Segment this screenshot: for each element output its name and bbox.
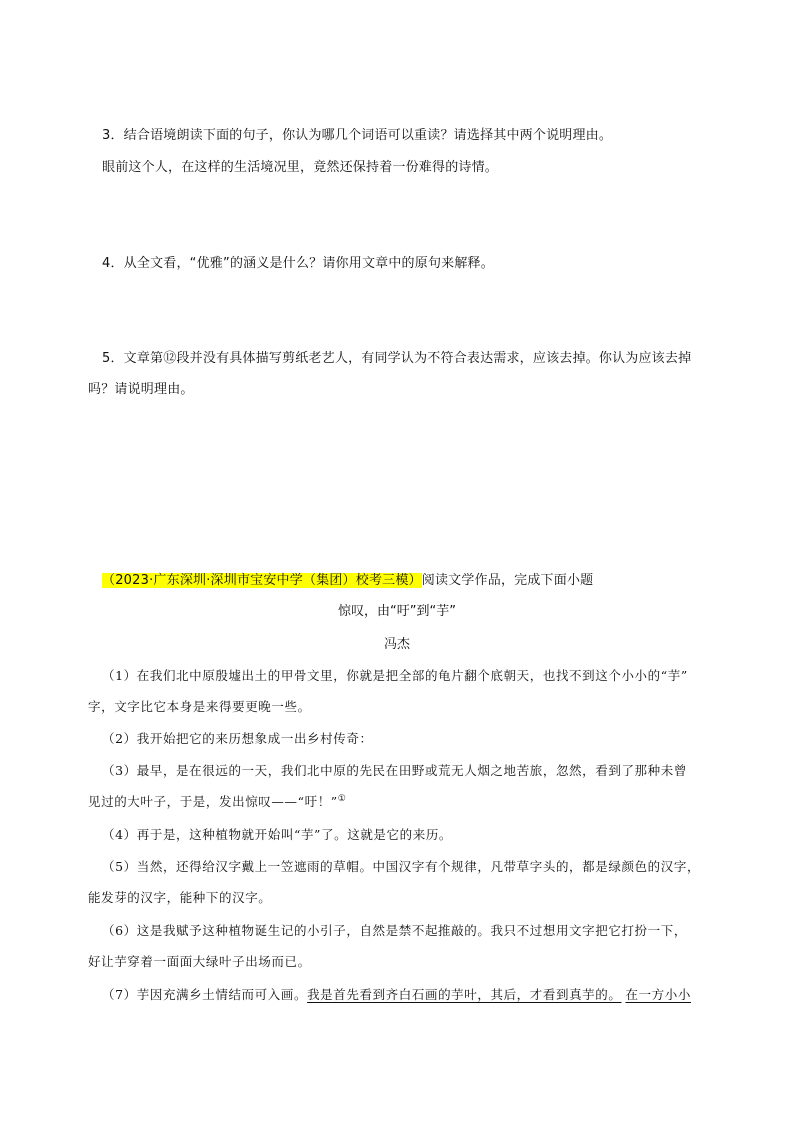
paragraph-2: （2）我开始把它的来历想象成一出乡村传奇：: [102, 731, 373, 746]
paragraph-3-line2: 见过的大叶子，于是，发出惊叹——“吁！”①: [88, 793, 347, 809]
question-5-prompt-line2: 吗？请说明理由。: [88, 382, 194, 397]
reading-header: [102, 569, 593, 588]
paragraph-6-line1: （6）这是我赋予这种植物诞生记的小引子，自然是禁不起推敲的。我只不过想用文字把它打扮一下，: [102, 923, 687, 938]
footnote-marker: ①: [337, 793, 347, 804]
paragraph-4: （4）再于是，这种植物就开始叫“芋”了。这就是它的来历。: [102, 827, 453, 842]
source-tag: （2023·广东深圳·深圳市宝安中学（集团）校考三模）: [102, 573, 422, 588]
paragraph-5-line2: 能发芽的汉字，能种下的汉字。: [88, 890, 272, 905]
question-5-prompt-line1: 5．文章第⑫段并没有具体描写剪纸老艺人，有同学认为不符合表达需求，应该去掉。你认为应该去掉: [102, 351, 692, 366]
paragraph-1-line2: 字，文字比它本身是来得要更晚一些。: [88, 699, 311, 714]
question-3-prompt: 3．结合语境朗读下面的句子，你认为哪几个词语可以重读？请选择其中两个说明理由。: [102, 128, 613, 143]
paragraph-6-line2: 好让芋穿着一面面大绿叶子出场而已。: [88, 954, 311, 969]
paragraph-5-line1: （5）当然，还得给汉字戴上一笠遮雨的草帽。中国汉字有个规律，凡带草字头的，都是绿颜色的汉字，: [102, 859, 701, 874]
paragraph-3-line1: （3）最早，是在很远的一天，我们北中原的先民在田野或荒无人烟之地苦旅，忽然，看到了那种未曾: [102, 763, 687, 778]
underlined-sentence-continued: 在一方小小: [625, 987, 691, 1002]
underlined-sentence: 我是首先看到齐白石画的芋叶，其后，才看到真芋的。: [307, 987, 622, 1002]
paragraph-7-line1: （7）芋因充满乡土情结而可入画。我是首先看到齐白石画的芋叶，其后，才看到真芋的。 在一方小小: [102, 987, 691, 1002]
paragraph-1-line1: （1）在我们北中原殷墟出土的甲骨文里，你就是把全部的龟片翻个底朝天，也找不到这个小小的“芋”: [102, 668, 688, 683]
question-3-sentence: 眼前这个人，在这样的生活境况里，竟然还保持着一份难得的诗情。: [102, 160, 499, 175]
question-4-prompt: 4．从全文看，“优雅”的涵义是什么？请你用文章中的原句来解释。: [102, 256, 494, 271]
reading-instruction: 阅读文学作品，完成下面小题: [421, 573, 594, 588]
article-title: 惊叹，由“吁”到“芋”: [338, 604, 456, 619]
article-author: 冯杰: [383, 637, 410, 652]
